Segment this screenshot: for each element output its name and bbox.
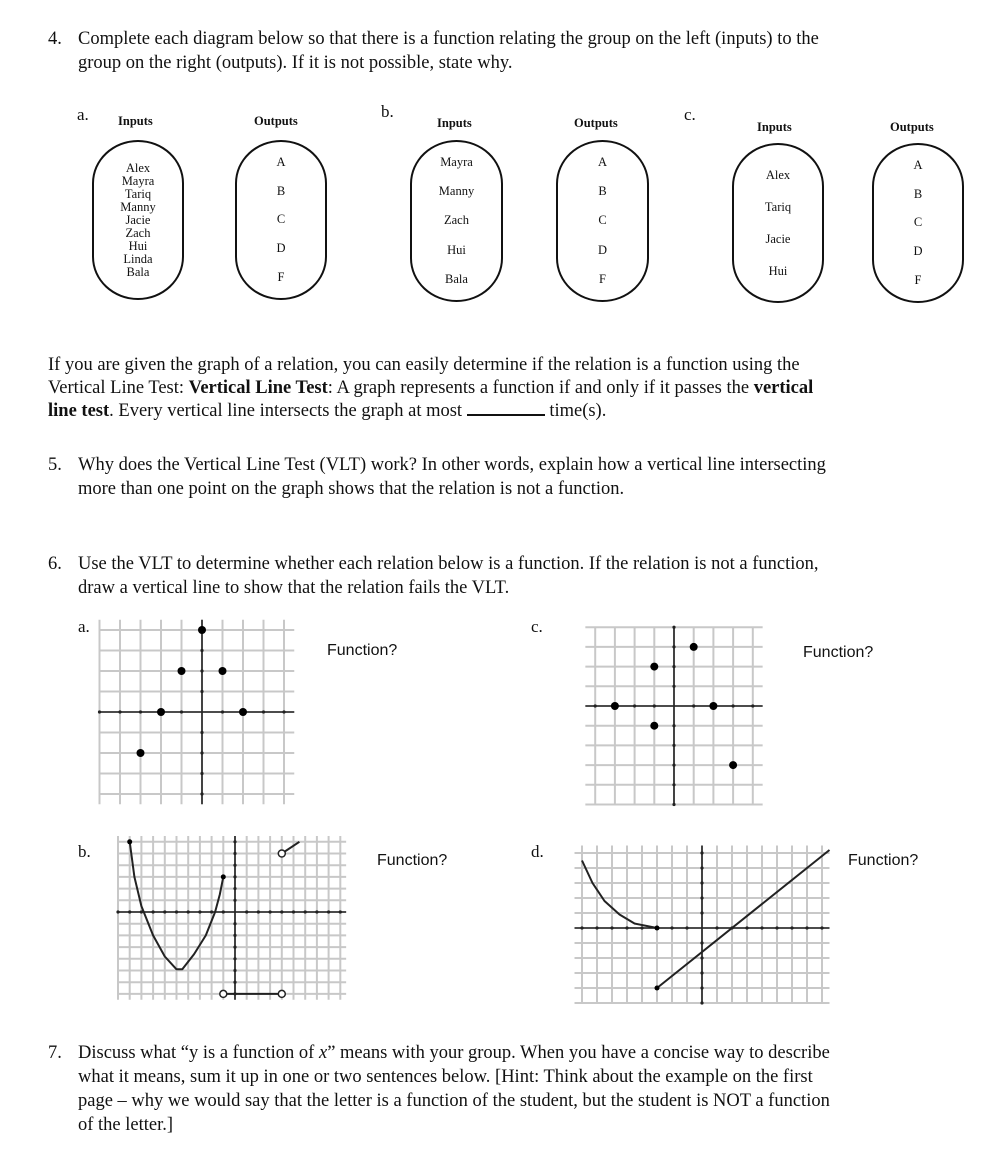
- output-item: A: [597, 155, 608, 170]
- question-text: more than one point on the graph shows that the relation is not a function.: [78, 479, 625, 499]
- axis-tick: [700, 851, 703, 854]
- question-text: Complete each diagram below so that there is a function relating the group on the left (inputs) to the: [78, 29, 819, 49]
- input-item: Tariq: [764, 199, 792, 214]
- diagram-label: a.: [77, 105, 89, 124]
- output-item: F: [599, 271, 606, 286]
- axis-tick: [670, 926, 673, 929]
- question-text: Why does the Vertical Line Test (VLT) work? In other words, explain how a vertical line intersecting: [78, 455, 826, 475]
- axis-tick: [685, 926, 688, 929]
- vlt-text: Vertical Line Test:: [48, 378, 189, 398]
- axis-tick: [700, 956, 703, 959]
- question-text: draw a vertical line to show that the relation fails the VLT.: [78, 578, 510, 598]
- input-item: Alex: [125, 160, 151, 175]
- question-text: page – why we would say that the letter is a function of the student, but the student is NOT a function: [78, 1091, 830, 1111]
- output-item: C: [913, 215, 923, 230]
- inputs-header: Inputs: [757, 120, 792, 134]
- axis-tick: [700, 971, 703, 974]
- diagram-label: c.: [684, 105, 696, 124]
- output-item: B: [276, 183, 286, 198]
- question-number: 4.: [48, 29, 62, 49]
- outputs-header: Outputs: [890, 120, 934, 134]
- input-item: Hui: [128, 238, 148, 253]
- axis-tick: [700, 1001, 703, 1004]
- axis-tick: [700, 881, 703, 884]
- output-item: C: [598, 213, 607, 228]
- input-item: Bala: [445, 271, 468, 286]
- question-number: 5.: [48, 455, 62, 475]
- axis-tick: [700, 986, 703, 989]
- endpoint-closed: [655, 926, 660, 931]
- input-item: Manny: [120, 199, 156, 214]
- axis-tick: [700, 911, 703, 914]
- function-prompt: Function?: [803, 644, 874, 661]
- vlt-text: If you are given the graph of a relation, you can easily determine if the relation is a function using the: [48, 355, 800, 375]
- graph-label: a.: [78, 617, 90, 636]
- axis-tick: [610, 926, 613, 929]
- inputs-header: Inputs: [118, 114, 153, 128]
- output-item: B: [598, 184, 607, 199]
- endpoint-closed: [655, 986, 660, 991]
- input-item: Hui: [447, 242, 466, 257]
- question-text: of the letter.]: [78, 1115, 174, 1135]
- input-item: Jacie: [125, 212, 151, 227]
- input-item: Linda: [123, 251, 153, 266]
- function-prompt: Function?: [327, 642, 398, 659]
- vlt-term: Vertical Line Test: [188, 378, 328, 398]
- function-prompt: Function?: [848, 852, 919, 869]
- graph-label: d.: [531, 842, 544, 861]
- output-item: D: [913, 244, 923, 259]
- output-item: D: [597, 242, 608, 257]
- axis-tick: [745, 926, 748, 929]
- output-item: B: [913, 186, 923, 201]
- axis-tick: [640, 926, 643, 929]
- vlt-text: time(s).: [544, 401, 607, 421]
- outputs-header: Outputs: [254, 114, 298, 128]
- question-text: ” means with your group. When you have a concise way to describe: [327, 1043, 830, 1063]
- axis-tick: [805, 926, 808, 929]
- input-item: Bala: [126, 264, 150, 279]
- output-item: D: [276, 241, 286, 256]
- diagram-label: b.: [381, 102, 394, 121]
- axis-tick: [715, 926, 718, 929]
- axis-tick: [625, 926, 628, 929]
- question-7: [48, 1042, 988, 1142]
- output-item: F: [277, 270, 285, 285]
- question-text: Discuss what “y is a function of: [78, 1043, 319, 1063]
- input-item: Mayra: [121, 173, 155, 188]
- axis-tick: [700, 896, 703, 899]
- axis-tick: [700, 941, 703, 944]
- variable-x: x: [318, 1043, 328, 1063]
- axis-tick: [775, 926, 778, 929]
- question-number: 6.: [48, 554, 62, 574]
- axis-tick: [820, 926, 823, 929]
- input-item: Hui: [768, 263, 788, 278]
- input-item: Zach: [125, 225, 151, 240]
- question-text: what it means, sum it up in one or two sentences below. [Hint: Think about the example on the first: [78, 1067, 813, 1087]
- input-item: Zach: [444, 213, 469, 228]
- output-item: F: [914, 273, 922, 288]
- input-item: Alex: [765, 167, 791, 182]
- axis-tick: [760, 926, 763, 929]
- input-item: Mayra: [440, 155, 473, 170]
- graph-label: c.: [531, 617, 543, 636]
- graph-label: b.: [78, 842, 91, 861]
- vlt-term: line test: [48, 401, 110, 421]
- output-item: A: [276, 154, 286, 169]
- graph-curve: [657, 850, 830, 988]
- axis-tick: [790, 926, 793, 929]
- question-text: Use the VLT to determine whether each relation below is a function. If the relation is not a function,: [78, 554, 819, 574]
- inputs-header: Inputs: [437, 116, 472, 130]
- output-item: A: [913, 157, 923, 172]
- axis-tick: [595, 926, 598, 929]
- input-item: Manny: [438, 184, 475, 199]
- input-item: Jacie: [765, 231, 791, 246]
- vlt-term: vertical: [753, 378, 814, 398]
- question-number: 7.: [48, 1043, 62, 1063]
- output-item: C: [276, 212, 286, 227]
- axis-tick: [580, 926, 583, 929]
- axis-tick: [700, 866, 703, 869]
- graph-curve: [582, 861, 657, 929]
- input-item: Tariq: [124, 186, 152, 201]
- vlt-text: : A graph represents a function if and only if it passes the: [327, 378, 754, 398]
- outputs-header: Outputs: [574, 116, 618, 130]
- question-text: group on the right (outputs). If it is not possible, state why.: [78, 53, 513, 73]
- function-prompt: Function?: [377, 852, 448, 869]
- vlt-text: . Every vertical line intersects the graph at most: [109, 401, 467, 421]
